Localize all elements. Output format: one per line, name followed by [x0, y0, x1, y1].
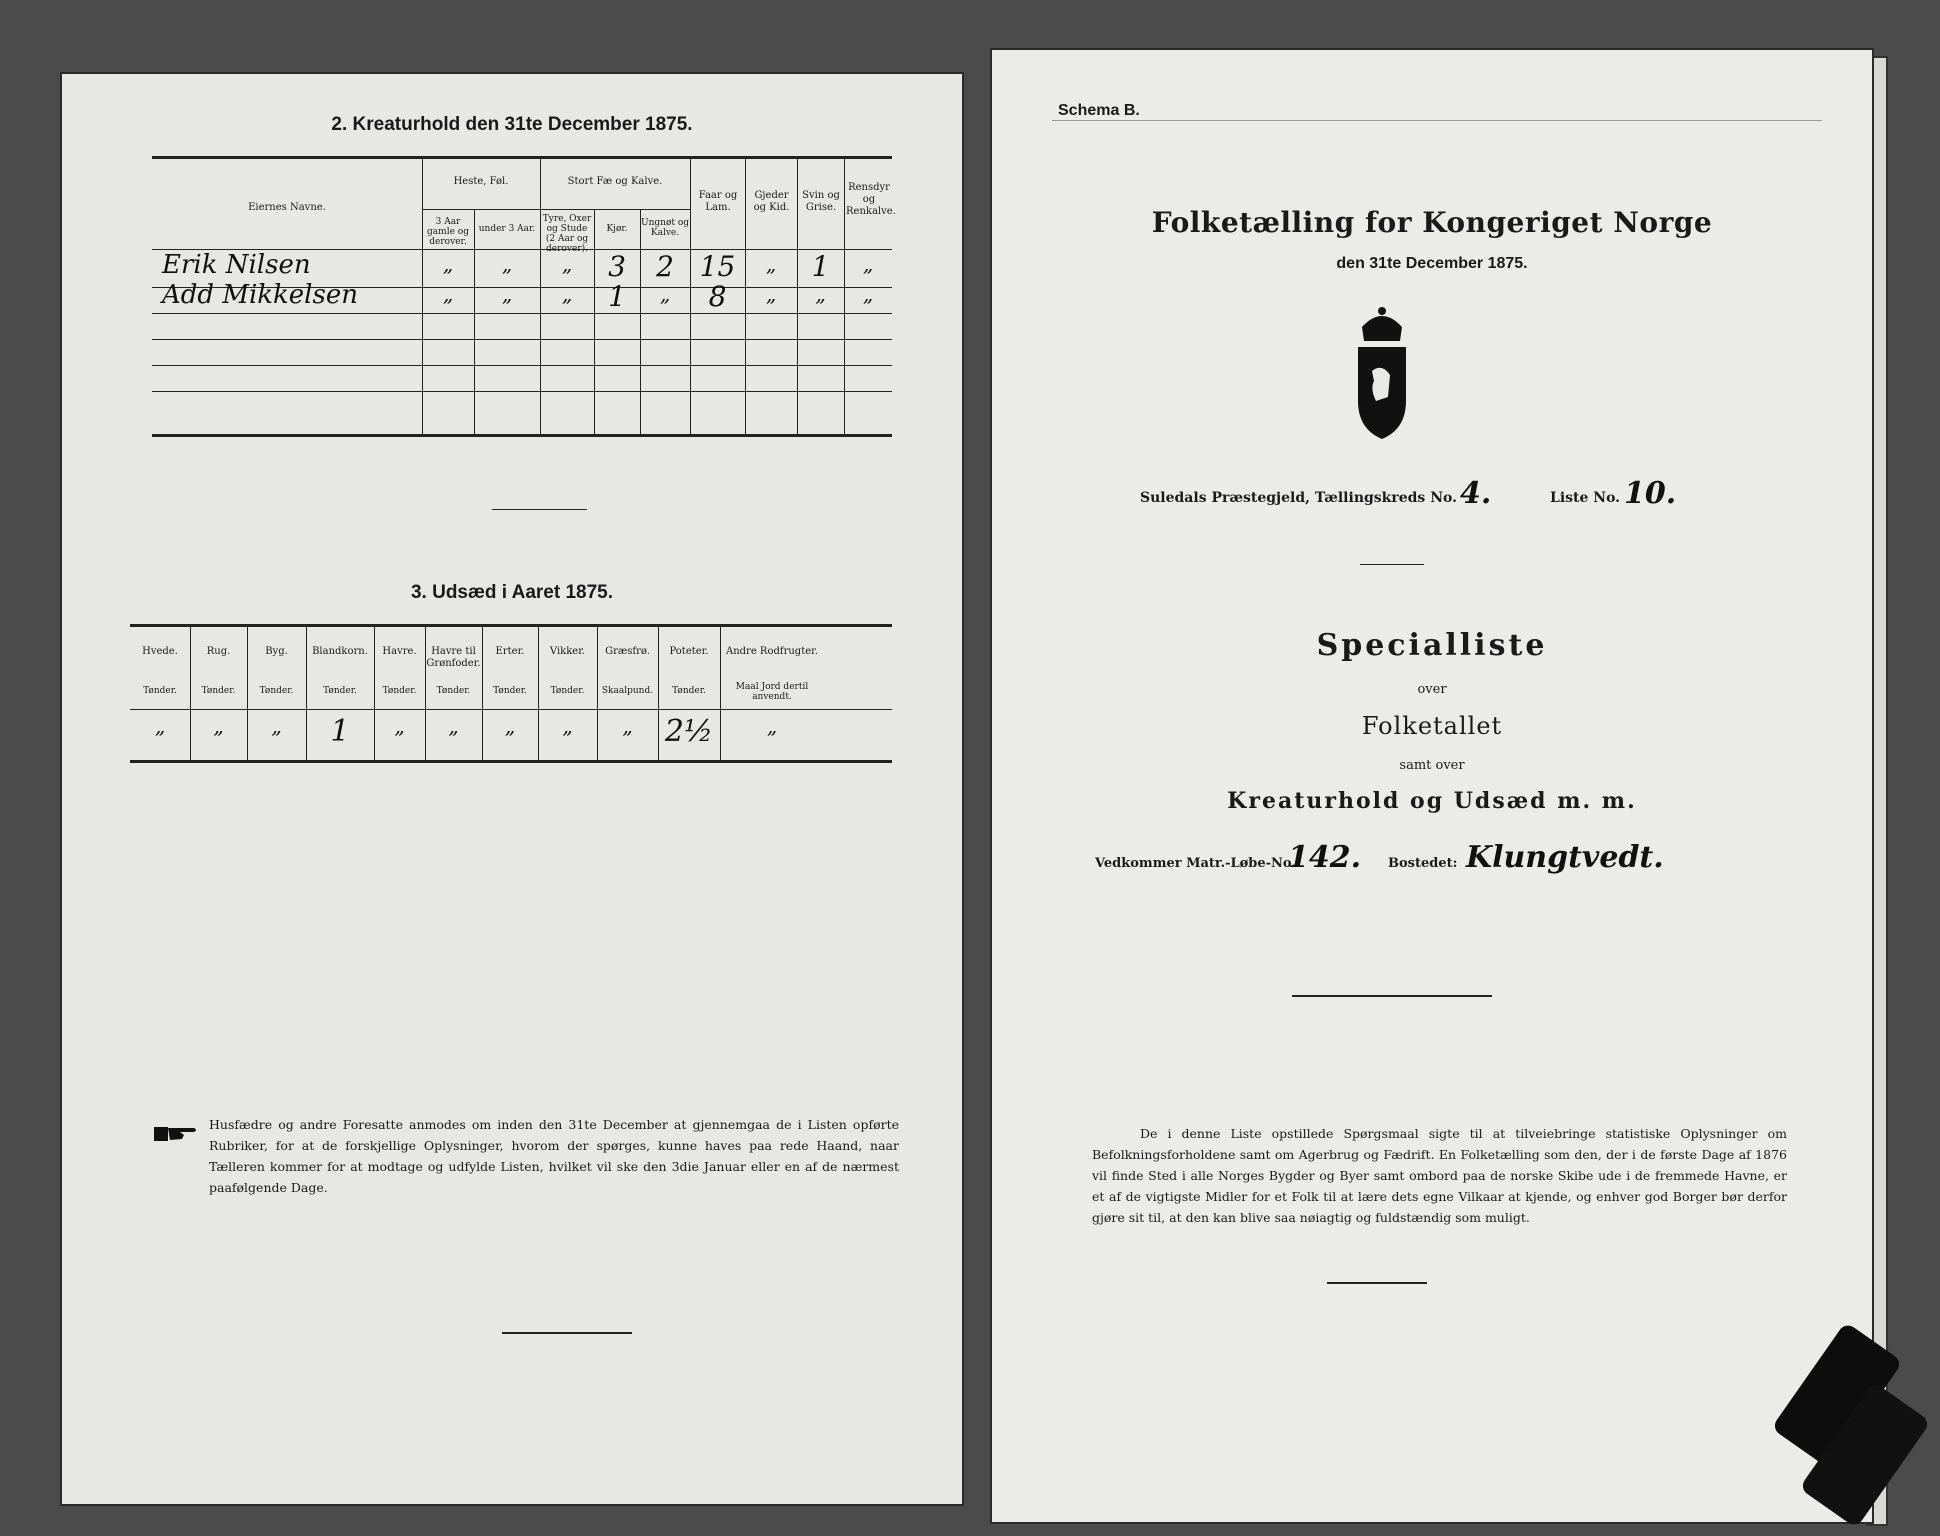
coat-of-arms-icon — [1350, 305, 1414, 445]
specialliste-heading: Specialliste — [1316, 628, 1548, 663]
left-page — [62, 74, 962, 1504]
row1-goats: „ — [765, 252, 777, 276]
matr-no: 142. — [1288, 840, 1362, 875]
row2-h1: „ — [442, 282, 454, 306]
header-owner: Eiernes Navne. — [248, 202, 326, 213]
kreds-no: 4. — [1460, 476, 1492, 511]
row2-c3: „ — [659, 282, 671, 306]
row1-name: Erik Nilsen — [162, 250, 311, 280]
udsaed-col-value: 2½ — [664, 714, 714, 749]
udsaed-col-name: Havre. — [382, 646, 417, 657]
udsaed-col-name: Andre Rodfrugter. — [725, 646, 818, 657]
header-pigs: Svin og Grise. — [802, 190, 840, 213]
liste-label: Liste No. — [1550, 490, 1621, 506]
header-cattle-a: Tyre, Oxer og Stude (2 Aar og derover). — [542, 214, 592, 254]
udsaed-col-unit: Tønder. — [672, 686, 706, 696]
matr-label: Vedkommer Matr.-Løbe-No. — [1095, 856, 1296, 871]
udsaed-col-name: Havre til Grønfoder. — [426, 646, 481, 669]
row1-c3: 2 — [656, 250, 674, 283]
udsaed-col-unit: Tønder. — [550, 686, 585, 696]
row2-c1: „ — [561, 282, 573, 306]
header-sheep: Faar og Lam. — [698, 190, 738, 213]
over-1: over — [1417, 682, 1447, 697]
udsaed-col-value: „ — [154, 714, 166, 738]
section2-title: 2. Kreaturhold den 31te December 1875. — [331, 114, 693, 135]
row2-goats: „ — [765, 282, 777, 306]
udsaed-col-value: „ — [562, 714, 573, 738]
header-horses-a: 3 Aar gamle og derover. — [427, 217, 469, 247]
row2-rein: „ — [862, 282, 874, 306]
row2-pigs: „ — [815, 282, 826, 306]
udsaed-col-unit: Tønder. — [493, 686, 527, 696]
udsaed-col-name: Byg. — [265, 646, 288, 657]
udsaed-col-name: Hvede. — [142, 646, 178, 657]
pointing-hand-icon — [154, 1124, 198, 1144]
right-page — [992, 50, 1872, 1522]
row1-c2: 3 — [608, 250, 626, 283]
udsaed-col-value: 1 — [330, 714, 350, 749]
notice-text: Husfædre og andre Foresatte anmodes om inden den 31te December at gjennemgaa de i Listen opførte Rubriker, for at de forskjellige Oplysninger, hvorom der spørges, kunne haves paa rede Haand, naar Tælleren kommer for at modtage og udfylde Listen, hvilket vil ske den 3die Januar eller en af de nærmest paafølgende Dage. — [209, 1117, 899, 1195]
header-cattle: Stort Fæ og Kalve. — [567, 176, 663, 187]
udsaed-col-name: Vikker. — [549, 646, 586, 657]
udsaed-col-unit: Maal Jord dertil anvendt. — [735, 682, 809, 702]
row2-name: Add Mikkelsen — [162, 280, 358, 310]
header-horses: Heste, Føl. — [453, 176, 509, 187]
udsaed-col-value: „ — [448, 714, 459, 738]
udsaed-col-name: Græsfrø. — [605, 646, 650, 657]
udsaed-col-name: Poteter. — [669, 646, 709, 657]
udsaed-col-value: „ — [766, 714, 778, 738]
udsaed-col-unit: Tønder. — [382, 686, 417, 696]
row1-sheep: 15 — [699, 250, 736, 283]
udsaed-col-value: „ — [271, 714, 282, 738]
kreaturhold-heading: Kreaturhold og Udsæd m. m. — [1227, 788, 1637, 814]
samt-over: samt over — [1399, 758, 1465, 773]
udsaed-col-unit: Tønder. — [143, 686, 177, 696]
section3-title: 3. Udsæd i Aaret 1875. — [410, 582, 614, 603]
udsaed-col-unit: Tønder. — [259, 686, 294, 696]
row2-c2: 1 — [608, 280, 626, 313]
header-horses-b: under 3 Aar. — [478, 224, 536, 234]
main-title: Folketælling for Kongeriget Norge — [1151, 206, 1713, 239]
header-goats: Gjeder og Kid. — [753, 190, 790, 213]
udsaed-col-value: „ — [622, 714, 633, 738]
header-reindeer: Rensdyr og Renkalve. — [846, 182, 896, 217]
parish-label: Suledals Præstegjeld, Tællingskreds No. — [1140, 490, 1457, 506]
udsaed-col-value: „ — [504, 714, 516, 738]
row1-h2: „ — [501, 252, 513, 276]
liste-no: 10. — [1624, 476, 1677, 511]
row2-h2: „ — [501, 282, 513, 306]
folketallet: Folketallet — [1361, 712, 1503, 740]
bosted-value: Klungtvedt. — [1466, 840, 1664, 875]
udsaed-col-unit: Tønder. — [323, 686, 357, 696]
divider — [492, 509, 587, 510]
schema-label: Schema B. — [1058, 102, 1140, 119]
info-paragraph: De i denne Liste opstillede Spørgsmaal sigte til at tilveiebringe statistiske Oplysninger om Befolkningsforholdene samt om Agerbrug og Fædrift. En Folketælling som den, der i de første Dage af 1876 vil finde Sted i alle Norges Bygder og Byer samt ombord paa de norske Skibe ude i de fremmede Havne, er et af de vigtigste Midler for et Folk til at lære dets egne Vilkaar at kjende, og enhver god Borger bør derfor gjøre sit til, at den kan blive saa nøiagtig og fuldstændig som muligt. — [1092, 1126, 1787, 1225]
udsaed-col-unit: Skaalpund. — [601, 686, 654, 696]
udsaed-col-unit: Tønder. — [436, 686, 471, 696]
udsaed-col-value: „ — [394, 714, 405, 738]
udsaed-col-name: Rug. — [206, 646, 231, 657]
row1-h1: „ — [442, 252, 454, 276]
udsaed-col-name: Erter. — [495, 646, 525, 657]
row1-rein: „ — [862, 252, 874, 276]
udsaed-col-unit: Tønder. — [201, 686, 236, 696]
udsaed-col-name: Blandkorn. — [312, 646, 368, 657]
title-date: den 31te December 1875. — [1336, 255, 1528, 272]
row1-c1: „ — [561, 252, 573, 276]
header-cattle-b: Kjør. — [606, 224, 628, 234]
header-cattle-c: Ungnøt og Kalve. — [641, 218, 690, 238]
udsaed-col-value: „ — [213, 714, 224, 738]
bosted-label: Bostedet: — [1388, 856, 1458, 871]
bottom-divider — [502, 1332, 632, 1334]
row1-pigs: 1 — [811, 250, 830, 283]
row2-sheep: 8 — [708, 280, 727, 313]
